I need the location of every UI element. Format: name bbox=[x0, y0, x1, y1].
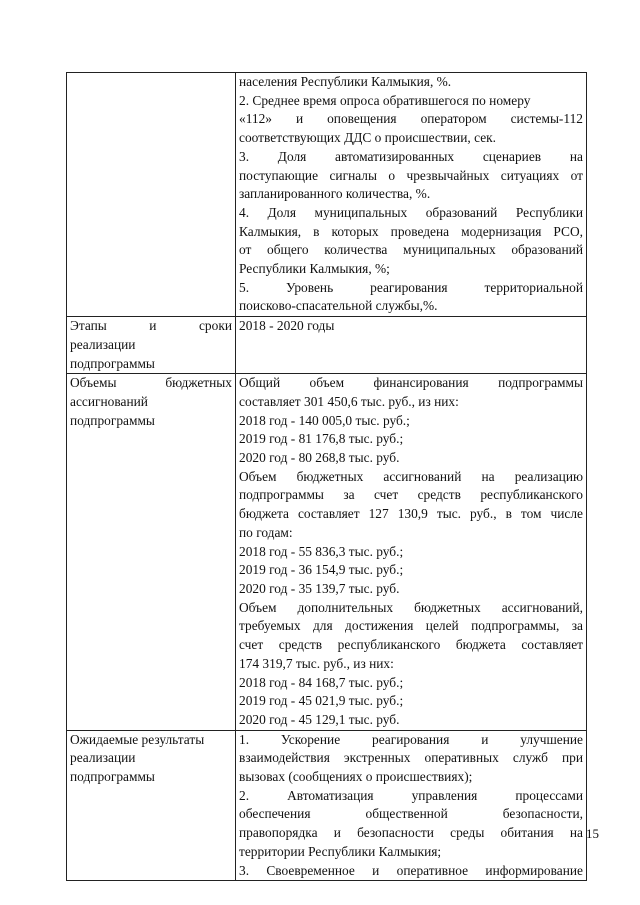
indicators-cell bbox=[236, 73, 587, 317]
budget-line: 2018 год - 84 168,7 тыс. руб.; bbox=[239, 674, 404, 690]
budget-line: подпрограммы за счет средств республиканского bbox=[239, 487, 583, 503]
page-number: 15 bbox=[586, 826, 599, 841]
table-row-indicators bbox=[67, 73, 587, 317]
indicator-line: поисково-спасательной службы,%. bbox=[239, 298, 438, 314]
results-label-cell bbox=[67, 730, 236, 881]
indicator-line: соответствующих ДДС о происшествии, сек. bbox=[239, 130, 496, 146]
results-line: правопорядка и безопасности среды обитания на bbox=[239, 825, 583, 841]
budget-line: Объем бюджетных ассигнований на реализацию bbox=[239, 468, 583, 484]
indicator-line: запланированного количества, %. bbox=[239, 186, 431, 202]
results-line: взаимодействия экстренных оперативных служб при bbox=[239, 750, 583, 766]
results-line: 3. Своевременное и оперативное информирование bbox=[239, 862, 583, 878]
results-line: 1. Ускорение реагирования и улучшение bbox=[239, 731, 583, 747]
table-row-budget bbox=[67, 374, 587, 730]
budget-line: 174 319,7 тыс. руб., из них: bbox=[239, 655, 394, 671]
table-row-results bbox=[67, 730, 587, 881]
results-line: обеспечения общественной безопасности, bbox=[239, 806, 583, 822]
budget-line: составляет 301 450,6 тыс. руб., из них: bbox=[239, 393, 459, 409]
stages-label-line: реализации bbox=[70, 336, 136, 352]
stages-label-cell bbox=[67, 317, 236, 374]
budget-line: 2020 год - 80 268,8 тыс. руб. bbox=[239, 450, 400, 466]
budget-line: Общий объем финансирования подпрограммы bbox=[239, 375, 583, 391]
indicator-line: населения Республики Калмыкия, %. bbox=[239, 74, 452, 89]
results-label-line: реализации bbox=[70, 750, 136, 766]
budget-line: требуемых для достижения целей подпрограммы, за bbox=[239, 618, 583, 634]
indicator-line: Республики Калмыкия, %; bbox=[239, 261, 390, 277]
budget-line: по годам: bbox=[239, 524, 293, 540]
indicator-line: «112» и оповещения оператором системы-112 bbox=[239, 111, 583, 127]
budget-label-line: ассигнований bbox=[70, 393, 148, 409]
indicator-line: от общего количества муниципальных образований bbox=[239, 242, 583, 258]
budget-content-cell bbox=[236, 374, 587, 730]
budget-label-line: Объемы бюджетных bbox=[70, 375, 232, 391]
indicator-line: Калмыкия, в которых проведена модернизация РСО, bbox=[239, 223, 583, 239]
budget-line: 2020 год - 35 139,7 тыс. руб. bbox=[239, 580, 400, 596]
budget-line: Объем дополнительных бюджетных ассигнований, bbox=[239, 599, 583, 615]
results-line: вызовах (сообщениях о происшествиях); bbox=[239, 769, 473, 785]
stages-content-cell bbox=[236, 317, 587, 374]
budget-label-cell bbox=[67, 374, 236, 730]
results-label-line: подпрограммы bbox=[70, 769, 155, 785]
budget-line: бюджета составляет 127 130,9 тыс. руб., в том числе bbox=[239, 506, 583, 522]
indicator-line: 3. Доля автоматизированных сценариев на bbox=[239, 148, 583, 164]
budget-line: 2019 год - 45 021,9 тыс. руб.; bbox=[239, 693, 404, 709]
results-label-line: Ожидаемые результаты bbox=[70, 731, 205, 747]
budget-line: счет средств республиканского бюджета составляет bbox=[239, 637, 583, 653]
results-content-cell bbox=[236, 730, 587, 881]
stages-label-line: подпрограммы bbox=[70, 355, 155, 371]
indicator-line: 5. Уровень реагирования территориальной bbox=[239, 279, 583, 295]
indicator-line: 2. Среднее время опроса обратившегося по номеру bbox=[239, 92, 531, 108]
results-line: территории Республики Калмыкия; bbox=[239, 843, 442, 859]
stages-value: 2018 - 2020 годы bbox=[239, 318, 335, 334]
indicator-line: поступающие сигналы о чрезвычайных ситуациях от bbox=[239, 167, 583, 183]
budget-line: 2020 год - 45 129,1 тыс. руб. bbox=[239, 711, 400, 727]
budget-label-line: подпрограммы bbox=[70, 412, 155, 428]
budget-line: 2019 год - 36 154,9 тыс. руб.; bbox=[239, 562, 404, 578]
document-table bbox=[66, 72, 587, 881]
results-line: 2. Автоматизация управления процессами bbox=[239, 787, 583, 803]
budget-line: 2019 год - 81 176,8 тыс. руб.; bbox=[239, 431, 404, 447]
budget-line: 2018 год - 55 836,3 тыс. руб.; bbox=[239, 543, 404, 559]
table-row-stages bbox=[67, 317, 587, 374]
budget-line: 2018 год - 140 005,0 тыс. руб.; bbox=[239, 412, 410, 428]
stages-label-line: Этапы и сроки bbox=[70, 318, 232, 334]
label-cell-empty bbox=[67, 73, 236, 317]
indicator-line: 4. Доля муниципальных образований Республики bbox=[239, 204, 583, 220]
